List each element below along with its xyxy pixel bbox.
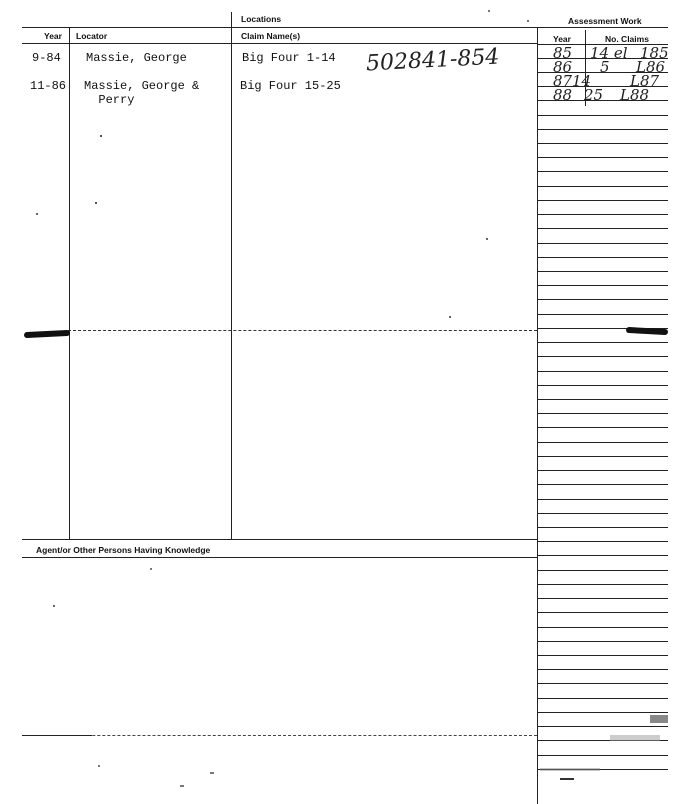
header-top-rule <box>22 27 668 28</box>
dashed-fold-line <box>68 330 537 331</box>
agent-section-bottom-rule <box>22 557 537 558</box>
no-claims-column-header: No. Claims <box>605 34 649 44</box>
assessment-entry-1-claims: 14 el <box>590 44 628 62</box>
assessment-entry-4-claims: 25 <box>584 86 604 104</box>
claim-names-column-header: Claim Name(s) <box>241 31 301 41</box>
left-bar-mark <box>24 330 70 338</box>
assessment-year-column-header: Year <box>553 34 571 44</box>
year-column-divider <box>69 27 70 539</box>
assessment-entry-2-year: 86 <box>553 58 573 76</box>
assessment-entry-4-extra: L88 <box>620 86 650 104</box>
row-2-claims: Big Four 15-25 <box>240 79 341 93</box>
year-column-header: Year <box>44 31 62 41</box>
bottom-dashed-line <box>22 735 537 736</box>
row-1-year: 9-84 <box>32 51 61 65</box>
agent-section-top-rule <box>22 539 537 540</box>
assessment-entry-2-claims: 5 <box>600 58 610 76</box>
row-2-locator: Massie, George & Perry <box>84 79 200 107</box>
agent-heading: Agent/or Other Persons Having Knowledge <box>36 545 211 555</box>
assessment-entry-3-year: 87 <box>553 72 573 90</box>
row-2-year: 11-86 <box>30 79 67 93</box>
right-bar-mark <box>626 327 668 335</box>
locator-column-header: Locator <box>76 31 108 41</box>
handwritten-serial-number: 502841-854 <box>365 44 500 77</box>
assessment-entry-1-year: 85 <box>553 44 573 62</box>
row-1-locator: Massie, George <box>86 51 187 65</box>
claims-column-divider <box>231 12 232 539</box>
assessment-entry-2-extra: L86 <box>636 58 666 76</box>
assessment-work-heading: Assessment Work <box>568 16 642 26</box>
assessment-entry-1-extra: 185 <box>640 44 669 62</box>
assessment-entry-3-extra: L87 <box>630 72 660 90</box>
assessment-entry-4-year: 88 <box>553 86 573 104</box>
row-1-claims: Big Four 1-14 <box>242 51 336 65</box>
bottom-solid-line-left <box>22 735 92 736</box>
assessment-entry-3-claims: 14 <box>572 72 592 90</box>
locations-heading: Locations <box>241 14 282 24</box>
header-bottom-rule <box>22 43 537 44</box>
